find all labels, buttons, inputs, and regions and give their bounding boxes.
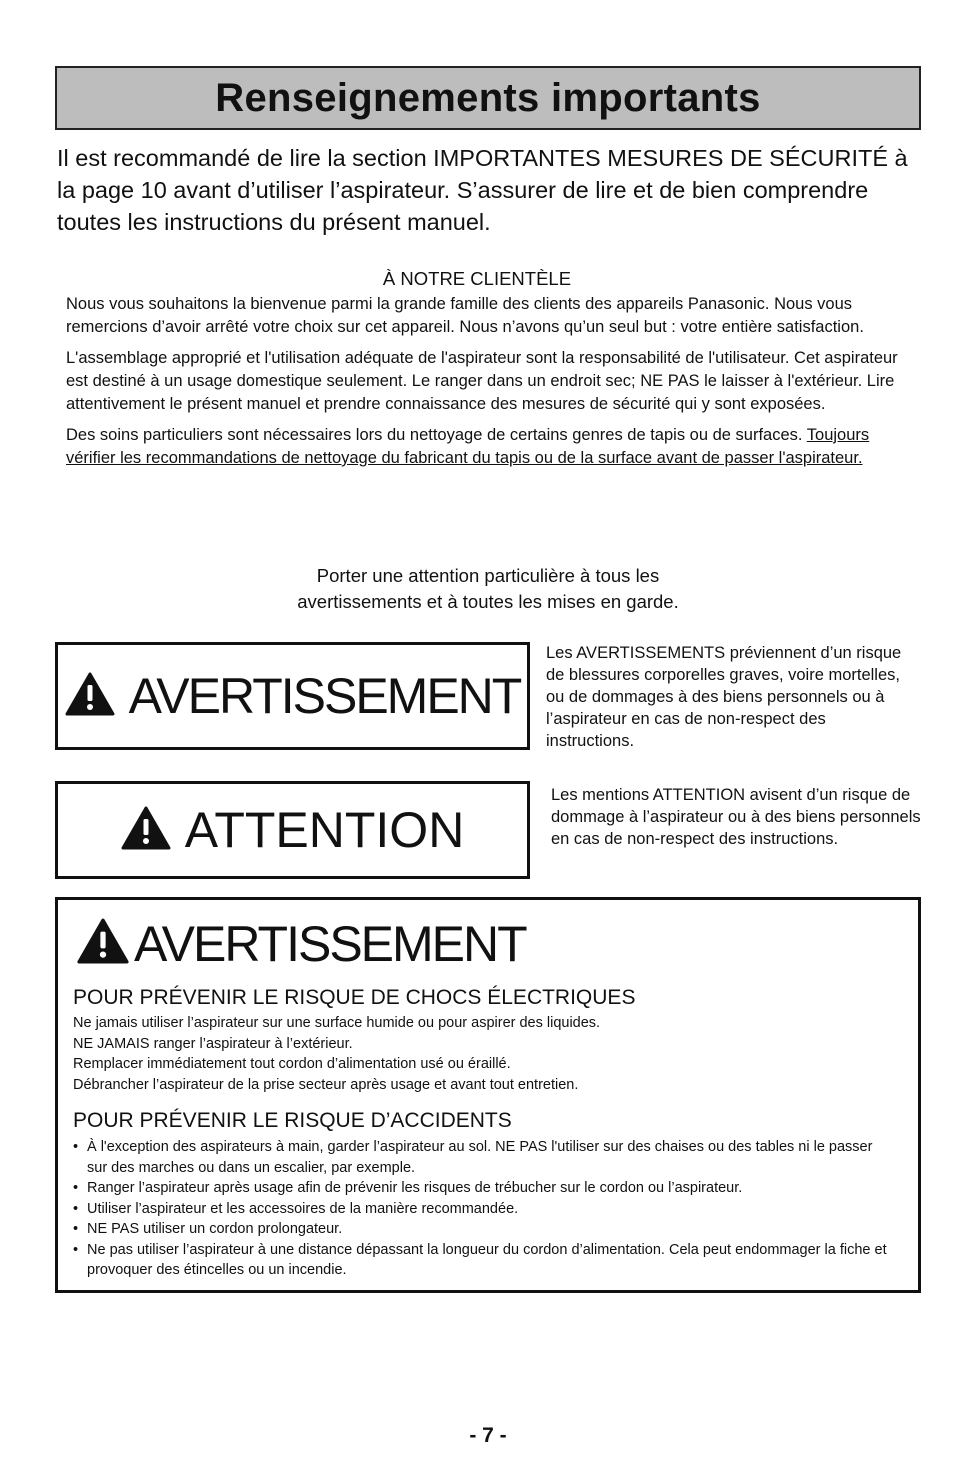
list-item: • NE PAS utiliser un cordon prolongateur. — [73, 1219, 888, 1240]
attention-note-line-2: avertissements et à toutes les mises en garde. — [297, 591, 679, 612]
attention-note-line-1: Porter une attention particulière à tous les — [316, 565, 660, 586]
warning-description: Les AVERTISSEMENTS préviennent d’un risque de blessures corporelles graves, voire mortelles, ou de dommages à des biens personnels ou à l’aspirateur en cas de non-respect des instructions. — [546, 644, 902, 750]
list-item: • À l'exception des aspirateurs à main, garder l’aspirateur au sol. NE PAS l'utiliser sur des chaises ou des tables ni le passer sur des marches ou dans un escalier, par exemple. — [73, 1137, 888, 1178]
attention-note — [0, 563, 954, 615]
page-number: - 7 - — [469, 1424, 507, 1447]
list-item: • Utiliser l’aspirateur et les accessoires de la manière recommandée. — [73, 1199, 888, 1220]
shock-line: Remplacer immédiatement tout cordon d’alimentation usé ou éraillé. — [73, 1056, 511, 1072]
warning-triangle-icon — [65, 672, 115, 721]
safety-warning-header — [76, 915, 526, 972]
caution-description: Les mentions ATTENTION avisent d’un risque de dommage à l’aspirateur ou à des biens personnels en cas de non-respect des instructions. — [551, 786, 921, 848]
list-item: • Ne pas utiliser l’aspirateur à une distance dépassant la longueur du cordon d’alimentation. Cela peut endommager la fiche et provoquer des étincelles ou un incendie. — [73, 1240, 888, 1281]
intro-paragraph: Il est recommandé de lire la section IMPORTANTES MESURES DE SÉCURITÉ à la page 10 avant d’utiliser l’aspirateur. S’assurer de lire et de bien comprendre toutes les instructions du présent manuel. — [57, 145, 908, 235]
warning-sign-box — [55, 642, 530, 750]
client-paragraph-3-text: Des soins particuliers sont nécessaires lors du nettoyage de certains genres de tapis ou de surfaces. — [66, 426, 807, 444]
client-paragraph-3 — [66, 424, 906, 470]
page-title: Renseignements importants — [215, 75, 761, 120]
safety-warning-label: AVERTISSEMENT — [134, 915, 526, 972]
client-heading: À NOTRE CLIENTÈLE — [382, 268, 572, 289]
client-section — [66, 293, 906, 478]
client-paragraph-1: Nous vous souhaitons la bienvenue parmi la grande famille des clients des appareils Panasonic. Nous vous remercions d’avoir arrêté votre choix sur cet appareil. Nous n’avons qu’un seul but : votre entière satisfaction. — [66, 295, 864, 336]
caution-sign-box — [55, 781, 530, 879]
shock-line: Débrancher l’aspirateur de la prise secteur après usage et avant tout entretien. — [73, 1076, 579, 1093]
shock-section-title: POUR PRÉVENIR LE RISQUE DE CHOCS ÉLECTRIQUES — [73, 986, 636, 1009]
warning-sign-label: AVERTISSEMENT — [128, 668, 521, 724]
shock-line: NE JAMAIS ranger l’aspirateur à l’extérieur. — [73, 1035, 353, 1052]
list-item: • Ranger l’aspirateur après usage afin de prévenir les risques de trébucher sur le cordon ou l’aspirateur. — [73, 1178, 888, 1199]
client-paragraph-2: L'assemblage approprié et l'utilisation adéquate de l'aspirateur sont la responsabilité de l'utilisateur. Cet aspirateur est destiné à un usage domestique seulement. Le ranger dans un endroit sec; NE PAS le laisser à l'extérieur. Lire attentivement le présent manuel et prendre connaissance des mesures de sécurité qui y sont exposées. — [66, 349, 898, 413]
shock-line: Ne jamais utiliser l’aspirateur sur une surface humide ou pour aspirer des liquides. — [73, 1015, 601, 1031]
safety-warning-box — [55, 897, 921, 1293]
caution-sign-label: ATTENTION — [184, 802, 465, 858]
title-bar — [55, 66, 921, 130]
client-paragraph-3-underlined: Toujours vérifier les recommandations de nettoyage du fabricant du tapis ou de la surface avant de passer l'aspirateur. — [66, 426, 870, 467]
shock-section-lines — [73, 1013, 893, 1095]
accident-section-title: POUR PRÉVENIR LE RISQUE D’ACCIDENTS — [73, 1109, 512, 1132]
warning-triangle-icon — [121, 806, 171, 855]
warning-triangle-icon — [76, 918, 130, 969]
accident-bullet-list — [73, 1137, 888, 1281]
